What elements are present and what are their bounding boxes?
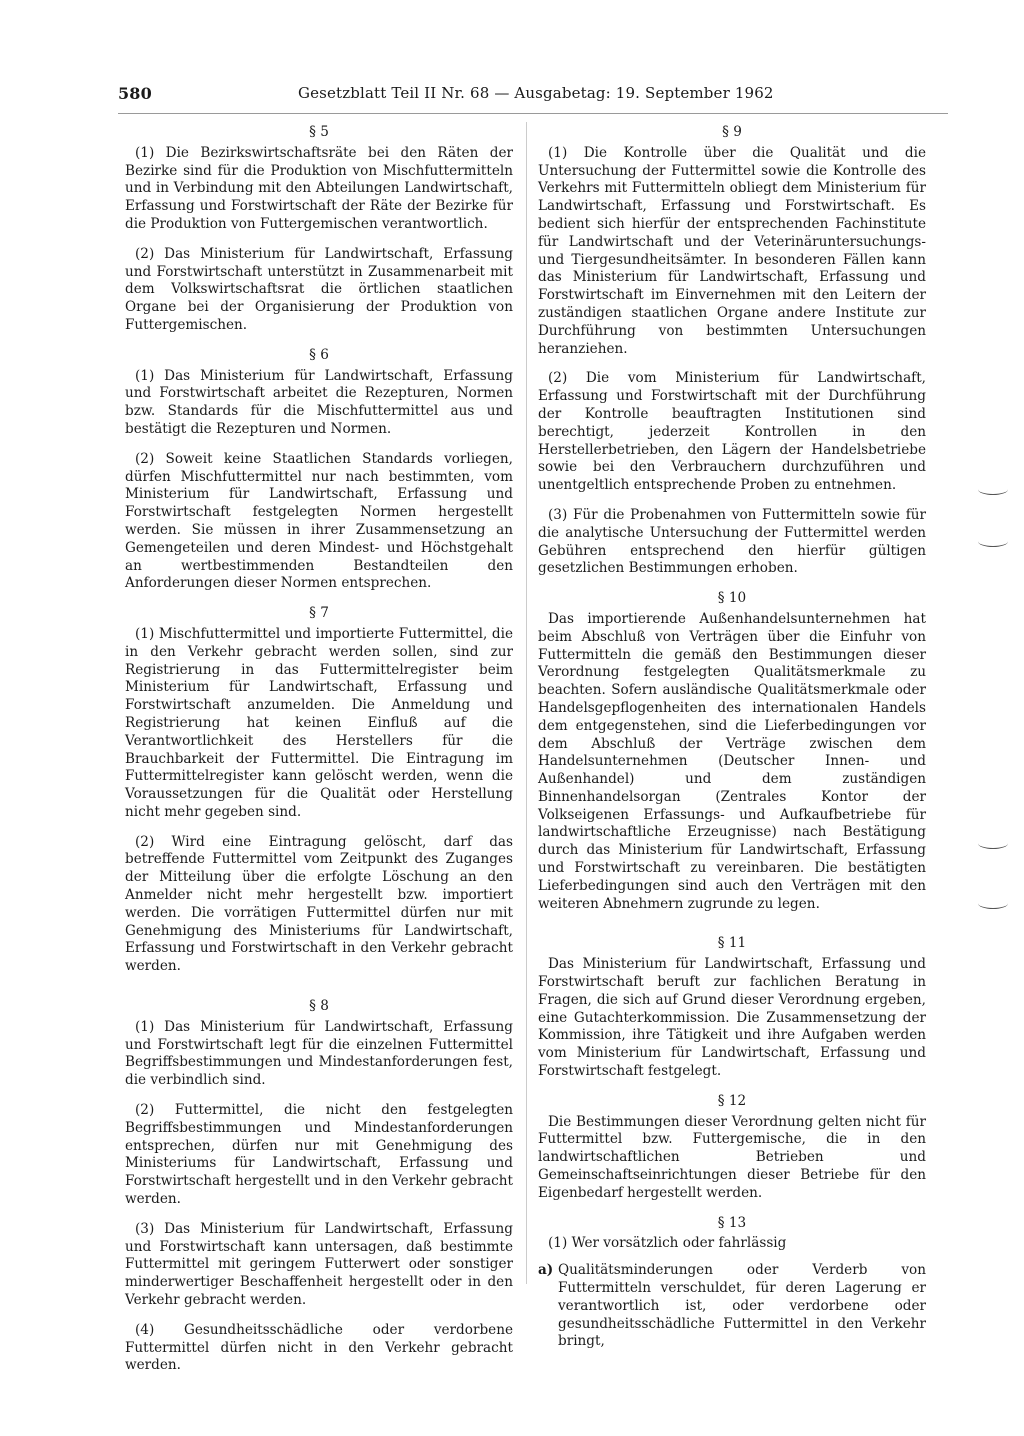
column-divider xyxy=(526,122,527,1284)
section-heading: § 6 xyxy=(309,346,329,363)
right-column xyxy=(538,124,926,1351)
paragraph: (1) Das Ministerium für Landwirtschaft, Erfassung und Forstwirtschaft legt für die einzelnen Futtermittel Begriffsbestimmungen und Mindestanforderungen fest, die verbindlich sind. xyxy=(125,1018,513,1089)
list-item-label: a) xyxy=(538,1262,554,1279)
paragraph: (1) Das Ministerium für Landwirtschaft, Erfassung und Forstwirtschaft arbeitet die Rezepturen, Normen bzw. Standards für die Mischfuttermittel aus und bestätigt die Rezepturen und Normen. xyxy=(125,367,513,437)
paragraph: (2) Wird eine Eintragung gelöscht, darf das betreffende Futtermittel vom Zeitpunkt des Zuganges der Mitteilung über die erfolgte Löschung an den Anmelder nicht mehr hergestellt bzw. importiert werden. Die vorrätigen Futtermittel dürfen nur mit Genehmigung des Ministeriums für Landwirtschaft, Erfassung und Forstwirtschaft in den Verkehr gebracht werden. xyxy=(125,833,513,975)
page-header xyxy=(118,84,948,108)
list-item xyxy=(538,1262,926,1351)
gazette-title: Gesetzblatt Teil II Nr. 68 — Ausgabetag: 19. September 1962 xyxy=(298,84,774,102)
paragraph: (4) Gesundheitsschädliche oder verdorbene Futtermittel dürfen nicht in den Verkehr gebracht werden. xyxy=(125,1321,513,1374)
paragraph: (2) Futtermittel, die nicht den festgelegten Begriffsbestimmungen und Mindestanforderungen entsprechen, dürfen nur mit Genehmigung des Ministeriums für Landwirtschaft, Erfassung und Forstwirtschaft hergestellt und in den Verkehr gebracht werden. xyxy=(125,1102,513,1208)
paragraph: Das importierende Außenhandelsunternehmen hat beim Abschluß von Verträgen über die Einfuhr von Futtermitteln die gemäß den Bestimmungen dieser Verordnung festgelegten Qualitätsmerkmale zu beachten. Sofern ausländische Qualitätsmerkmale oder Handelsgepflogenheiten des internationalen Handels dem entgegenstehen, sind die Lieferbedingungen vor dem Abschluß der Verträge zwischen dem Handelsunternehmen (Deutscher Innen- und Außenhandel) und dem zuständigen Binnenhandelsorgan (Zentrales Kontor der Volkseigenen Erfassungs- und Aufkaufbetriebe für landwirtschaftliche Erzeugnisse) nach Bestätigung durch das Ministerium für Landwirtschaft, Erfassung und Forstwirtschaft zu vereinbaren. Die bestätigten Lieferbedingungen sind auch den Verträgen mit den weiteren Abnehmern zugrunde zu legen. xyxy=(538,610,926,912)
paragraph: Die Bestimmungen dieser Verordnung gelten nicht für Futtermittel bzw. Futtergemische, die in den landwirtschaftlichen Betrieben und Gemeinschaftseinrichtungen dieser Betriebe für den Eigenbedarf hergestellt werden. xyxy=(538,1113,926,1201)
paragraph: (2) Die vom Ministerium für Landwirtschaft, Erfassung und Forstwirtschaft mit der Durchführung der Kontrolle beauftragten Institutionen sind berechtigt, jederzeit Kontrollen in den Herstellerbetrieben, den Lägern der Handelsbetriebe sowie bei den Verbrauchern durchzuführen und unentgeltlich entsprechende Proben zu entnehmen. xyxy=(538,370,926,494)
binding-mark xyxy=(978,484,1008,495)
paragraph: (1) Wer vorsätzlich oder fahrlässig xyxy=(548,1235,787,1252)
header-rule xyxy=(118,113,948,114)
paragraph: (1) Mischfuttermittel und importierte Futtermittel, die in den Verkehr gebracht werden sollen, sind zur Registrierung in das Futtermittelregister beim Ministerium für Landwirtschaft, Erfassung und Forstwirtschaft anzumelden. Die Anmeldung und Registrierung hat keinen Einfluß auf die Verantwortlichkeit des Herstellers für die Brauchbarkeit der Futtermittel. Die Eintragung im Futtermittelregister kann gelöscht werden, wenn die Voraussetzungen für die Qualität oder Herstellung nicht mehr gegeben sind. xyxy=(125,625,513,820)
paragraph: Das Ministerium für Landwirtschaft, Erfassung und Forstwirtschaft beruft zur fachlichen Beratung in Fragen, die sich auf Grund dieser Verordnung ergeben, eine Gutachterkommission. Die Zusammensetzung der Kommission, ihre Tätigkeit und ihre Aufgaben werden vom Ministerium für Landwirtschaft, Erfassung und Forstwirtschaft festgelegt. xyxy=(538,956,926,1080)
binding-mark xyxy=(978,838,1008,849)
section-heading: § 13 xyxy=(717,1214,747,1231)
paragraph: (1) Die Bezirkswirtschaftsräte bei den Räten der Bezirke sind für die Produktion von Mischfuttermitteln und in Verbindung mit den Abteilungen Landwirtschaft, Erfassung und Forstwirtschaft der Räte der Bezirke für die Produktion von Futtergemischen verantwortlich. xyxy=(125,144,513,232)
page-number: 580 xyxy=(118,84,152,103)
section-heading: § 11 xyxy=(717,935,747,952)
binding-mark xyxy=(978,536,1008,547)
section-heading: § 8 xyxy=(309,998,329,1015)
section-heading: § 10 xyxy=(717,590,747,607)
paragraph: (3) Das Ministerium für Landwirtschaft, Erfassung und Forstwirtschaft kann untersagen, daß bestimmte Futtermittel mit geringem Futterwert oder sonstiger minderwertiger Beschaffenheit hergestellt oder in den Verkehr gebracht werden. xyxy=(125,1220,513,1309)
paragraph: (1) Die Kontrolle über die Qualität und die Untersuchung der Futtermittel sowie die Kontrolle des Verkehrs mit Futtermitteln obliegt dem Ministerium für Landwirtschaft, Erfassung und Forstwirtschaft. Es bedient sich hierfür der entsprechenden Fachinstitute für Landwirtschaft und der Veterinäruntersuchungs- und Tiergesundheitsämter. In besonderen Fällen kann das Ministerium für Landwirtschaft, Erfassung und Forstwirtschaft im Einvernehmen mit den Leitern der zuständigen staatlichen Organe andere Institute zur Durchführung von bestimmten Untersuchungen heranziehen. xyxy=(538,144,926,357)
left-column xyxy=(125,124,513,1375)
section-heading: § 5 xyxy=(309,124,329,140)
paragraph: (2) Soweit keine Staatlichen Standards vorliegen, dürfen Mischfuttermittel nur nach bestimmten, vom Ministerium für Landwirtschaft, Erfassung und Forstwirtschaft festgelegten Normen hergestellt werden. Sie müssen in ihrer Zusammensetzung an Gemengeteilen und deren Mindest- und Höchstgehalt an wertbestimmenden Bestandteilen den Anforderungen dieser Normen entsprechen. xyxy=(125,450,513,592)
paragraph: (3) Für die Probenahmen von Futtermitteln sowie für die analytische Untersuchung der Futtermittel werden Gebühren entsprechend den hierfür gültigen gesetzlichen Bestimmungen erhoben. xyxy=(538,506,926,577)
section-heading: § 7 xyxy=(309,605,329,622)
paragraph: (2) Das Ministerium für Landwirtschaft, Erfassung und Forstwirtschaft unterstützt in Zusammenarbeit mit dem Volkswirtschaftsrat die örtlichen staatlichen Organe bei der Organisierung der Produktion von Futtergemischen. xyxy=(125,245,513,333)
list-item-text: Qualitätsminderungen oder Verderb von Futtermitteln verschuldet, für deren Lagerung er verantwortlich ist, oder verdorbene oder gesundheitsschädliche Futtermittel in den Verkehr bringt, xyxy=(558,1262,926,1350)
section-heading: § 12 xyxy=(717,1092,747,1109)
binding-mark xyxy=(978,898,1008,909)
section-heading: § 9 xyxy=(722,124,742,140)
